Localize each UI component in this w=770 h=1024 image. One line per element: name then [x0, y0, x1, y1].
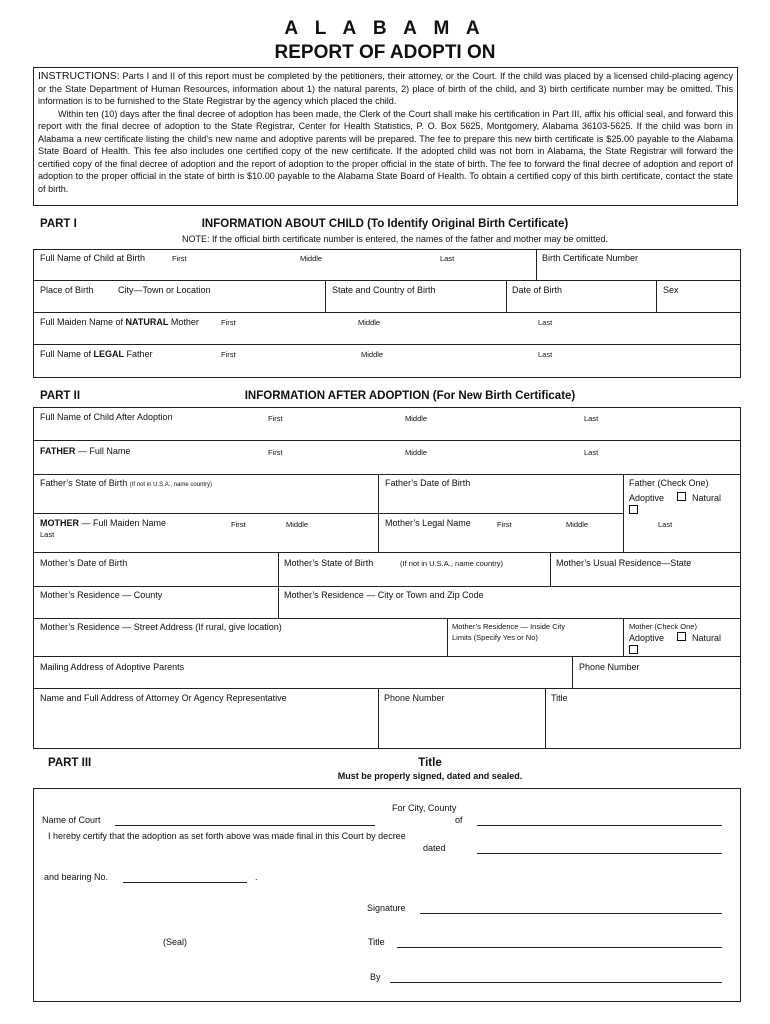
mother-dob-field[interactable]: Mother’s Date of Birth: [40, 558, 128, 568]
mother-natural-label: Natural: [692, 633, 722, 643]
after-middle-label: Middle: [405, 414, 428, 423]
mother-adoptive-checkbox[interactable]: [629, 645, 638, 654]
part3-subtitle: Must be properly signed, dated and sealed.: [337, 771, 523, 781]
part3-box: [33, 788, 741, 1002]
father-middle-label: Middle: [361, 350, 384, 359]
bearing-period: .: [255, 872, 258, 882]
father-dob-field[interactable]: Father’s Date of Birth: [385, 478, 471, 488]
ml-middle-label: Middle: [566, 520, 589, 529]
city-county-line[interactable]: [477, 825, 722, 826]
signature-line[interactable]: [420, 913, 722, 914]
title-label: Title: [368, 937, 385, 947]
part2-title: INFORMATION AFTER ADOPTION (For New Birth Certificate): [244, 390, 576, 402]
instructions-box: [33, 67, 738, 206]
mother-first-label: First: [221, 318, 236, 327]
instructions-para2: Within ten (10) days after the final decree of adoption has been made, the Clerk of the Court shall make his certification in Part III, affix his official seal, and forward this report with the final decree of adoption to the State Registrar, Center for Health Statistics, P. O. Box 5625, Montgomery, Alabama 36103-5625. If the child was born in Alabama a new certificate listing the child’s new name and adoptive parents will be prepared. The fee to prepare this new birth certificate is $25.00 payable to the Alabama State Board of Health. This fee also includes one certified copy of the new certificate. If the adopted child was not born in Alabama, the State Registrar will forward the certified copy of the final decree of adoption and the report of adoption to the proper official in the state of birth. The fee to forward the final decree of adoption and report of adoption to the proper official in the state of birth is $10.00 payable to the Alabama State Board of Health. To obtain a certified copy of this birth certificate, contact the state of birth.: [38, 108, 733, 194]
inside-city-field[interactable]: Mother’s Residence — Inside City: [452, 622, 566, 631]
bearing-no-line[interactable]: [123, 882, 247, 883]
mother-maiden-name-field[interactable]: MOTHER — Full Maiden Name: [40, 518, 167, 528]
fa-first-label: First: [268, 448, 283, 457]
place-of-birth-field[interactable]: Place of Birth: [40, 285, 94, 295]
dated-label: dated: [423, 843, 446, 853]
residence-city-field[interactable]: Mother’s Residence — City or Town and Zip Code: [284, 590, 484, 600]
mother-middle-label: Middle: [358, 318, 381, 327]
state-country-birth-field[interactable]: State and Country of Birth: [332, 285, 436, 295]
part1-label: PART I: [40, 218, 77, 230]
father-first-label: First: [221, 350, 236, 359]
father-adoptive-label: Adoptive: [629, 493, 665, 503]
city-town-label: City—Town or Location: [118, 285, 211, 295]
instructions-lead: INSTRUCTIONS:: [38, 70, 120, 82]
mother-state-field[interactable]: Mother’s State of Birth: [284, 558, 374, 568]
attorney-field[interactable]: Name and Full Address of Attorney Or Agency Representative: [40, 693, 287, 703]
signature-label: Signature: [367, 903, 406, 913]
for-city-of-label: of: [455, 815, 463, 825]
mother-last-label: Last: [538, 318, 553, 327]
part2-label: PART II: [40, 390, 81, 402]
state-heading: A L A B A M A: [284, 18, 486, 39]
by-label: By: [370, 972, 381, 982]
part1-note: NOTE: If the official birth certificate number is entered, the names of the father and mother may be omitted.: [181, 234, 609, 244]
bearing-no-label: and bearing No.: [44, 872, 109, 882]
mother-check-label: Mother (Check One): [629, 622, 697, 631]
father-state-field[interactable]: Father’s State of Birth (If not in U.S.A., name country): [40, 478, 213, 488]
instructions-para1: Parts I and II of this report must be completed by the petitioners, their attorney, or the Court. If the child was placed by a licensed child-placing agency or the State Department of Human Resources, information about 1) the natural parents, 2) place of birth of the child, and 3) birth certificate number may be omitted. This information is to be furnished to the State Registrar by the agency which placed the child.: [38, 71, 733, 106]
title-line[interactable]: [397, 947, 722, 948]
fa-middle-label: Middle: [405, 448, 428, 457]
child-last-label: Last: [440, 254, 455, 263]
name-of-court-line[interactable]: [115, 825, 375, 826]
seal-label: (Seal): [163, 937, 188, 947]
for-city-county-label: For City, County: [392, 803, 457, 813]
part1-title: INFORMATION ABOUT CHILD (To Identify Original Birth Certificate): [201, 218, 569, 230]
residence-street-field[interactable]: Mother’s Residence — Street Address (If rural, give location): [40, 622, 282, 632]
attorney-title-field[interactable]: Title: [551, 693, 568, 703]
part3-label: PART III: [48, 757, 92, 769]
father-check-label: Father (Check One): [629, 478, 709, 488]
form-title: REPORT OF ADOPTI ON: [274, 42, 496, 63]
natural-mother-field[interactable]: Full Maiden Name of NATURAL Mother: [40, 317, 199, 327]
father-natural-label: Natural: [692, 493, 722, 503]
mo-middle-label: Middle: [286, 520, 309, 529]
certify-statement: I hereby certify that the adoption as set forth above was made final in this Court by decree: [48, 831, 406, 841]
mo-last-label: Last: [40, 530, 55, 539]
date-of-birth-field[interactable]: Date of Birth: [512, 285, 563, 295]
name-of-court-label: Name of Court: [42, 815, 101, 825]
birth-cert-number-field[interactable]: Birth Certificate Number: [542, 253, 639, 263]
father-last-label: Last: [538, 350, 553, 359]
sex-field[interactable]: Sex: [663, 285, 679, 295]
ml-first-label: First: [497, 520, 512, 529]
child-middle-label: Middle: [300, 254, 323, 263]
child-first-label: First: [172, 254, 187, 263]
ml-last-label: Last: [658, 520, 673, 529]
child-birth-name-field[interactable]: Full Name of Child at Birth: [40, 253, 146, 263]
mother-adoptive-label: Adoptive: [629, 633, 665, 643]
mailing-address-field[interactable]: Mailing Address of Adoptive Parents: [40, 662, 185, 672]
after-last-label: Last: [584, 414, 599, 423]
part3-title: Title: [418, 757, 442, 769]
father-adoptive-checkbox[interactable]: [629, 505, 638, 514]
attorney-phone-field[interactable]: Phone Number: [384, 693, 445, 703]
legal-father-field[interactable]: Full Name of LEGAL Father: [40, 349, 153, 359]
inside-city-note: Limits (Specify Yes or No): [452, 633, 538, 642]
parents-phone-field[interactable]: Phone Number: [579, 662, 640, 672]
residence-county-field[interactable]: Mother’s Residence — County: [40, 590, 163, 600]
mother-legal-name-field[interactable]: Mother’s Legal Name: [385, 518, 471, 528]
by-line[interactable]: [390, 982, 722, 983]
mother-usual-residence-field[interactable]: Mother’s Usual Residence—State: [556, 558, 692, 568]
mother-state-note: (If not in U.S.A., name country): [400, 559, 503, 568]
father-natural-checkbox[interactable]: [677, 492, 686, 501]
mo-first-label: First: [231, 520, 246, 529]
after-first-label: First: [268, 414, 283, 423]
decree-date-line[interactable]: [477, 853, 722, 854]
fa-last-label: Last: [584, 448, 599, 457]
father-full-name-field[interactable]: FATHER — Full Name: [40, 446, 131, 456]
child-after-name-field[interactable]: Full Name of Child After Adoption: [40, 412, 173, 422]
mother-natural-checkbox[interactable]: [677, 632, 686, 641]
